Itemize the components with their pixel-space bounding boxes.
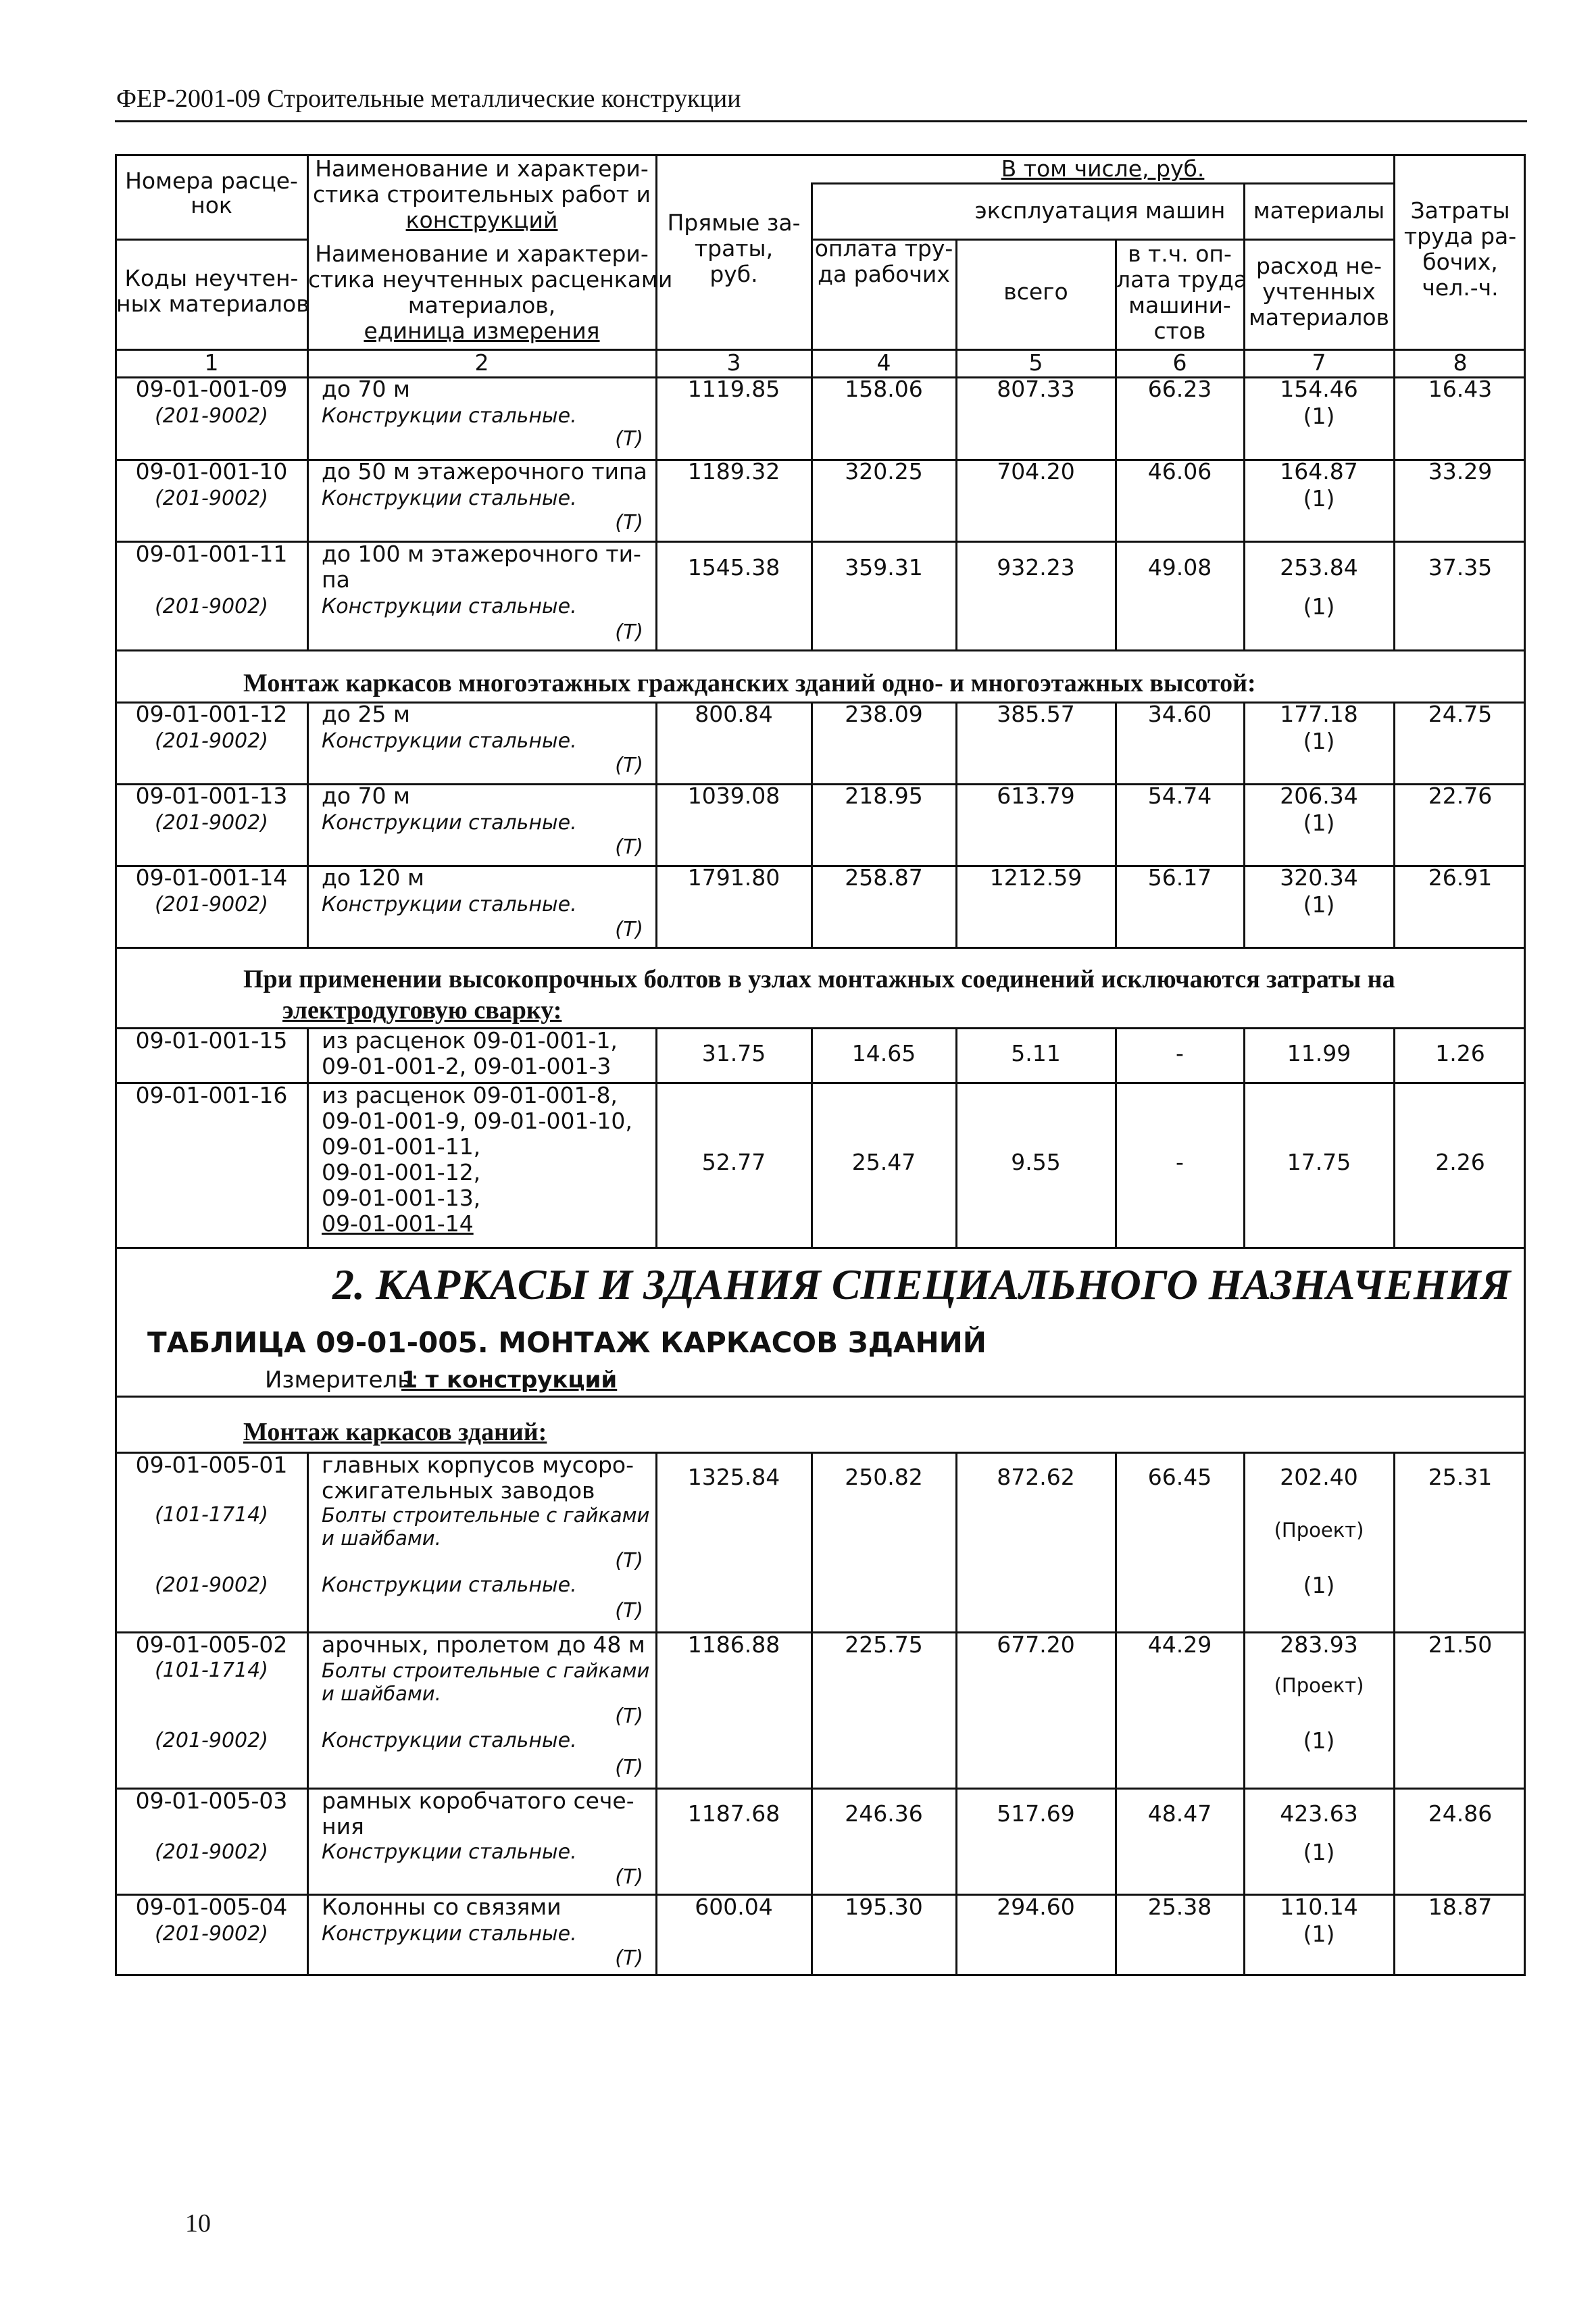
labor-hours: 18.87 [1428,1894,1493,1920]
column-number-2: 2 [474,349,489,376]
machinists-pay: - [1176,1040,1184,1066]
work-name: до 25 м [322,701,410,727]
materials-cost: 423.63 [1280,1800,1358,1827]
material-code: (101-1714) [155,1503,268,1527]
labor-pay: 320.25 [845,458,923,485]
direct-costs: 1039.08 [687,783,780,809]
material-consumption: (1) [1303,728,1335,754]
rate-code: 09-01-005-03 [135,1788,288,1814]
machines-total: 385.57 [997,701,1075,727]
material-name: Конструкции стальные. [322,893,577,916]
work-name-cont: 09-01-001-14 [322,1210,474,1237]
labor-hours: 2.26 [1435,1149,1485,1175]
material-consumption: (1) [1303,485,1335,512]
rate-code: 09-01-001-12 [135,701,288,727]
material-consumption: (1) [1303,593,1335,620]
material-unit: (Т) [615,620,643,644]
column-number-5: 5 [1028,349,1043,376]
direct-costs: 1791.80 [687,864,780,891]
column-number-6: 6 [1172,349,1187,376]
material-consumption: (1) [1303,1572,1335,1598]
machinists-pay: 66.45 [1147,1464,1212,1490]
machines-total: 5.11 [1011,1040,1061,1066]
header-col3-line2: траты, [694,235,774,262]
column-number-3: 3 [726,349,741,376]
machinists-pay: 48.47 [1147,1800,1212,1827]
work-name-cont: 09-01-001-13, [322,1185,481,1211]
labor-hours: 24.86 [1428,1800,1493,1827]
materials-cost: 202.40 [1280,1464,1358,1490]
header-rule [115,120,1527,122]
header-machines-label: эксплуатация машин [974,197,1226,224]
material-name: Конструкции стальные. [322,811,577,835]
header-col3-line3: руб. [709,261,758,287]
rate-code: 09-01-005-04 [135,1894,288,1920]
column-number-1: 1 [204,349,219,376]
direct-costs: 1189.32 [687,458,780,485]
materials-cost: 283.93 [1280,1631,1358,1658]
rate-code: 09-01-001-09 [135,376,288,402]
labor-pay: 359.31 [845,554,923,581]
work-name-cont: 09-01-001-11, [322,1133,481,1160]
material-name: Конструкции стальные. [322,404,577,428]
work-name-cont: па [322,566,350,593]
work-name: главных корпусов мусоро- [322,1452,634,1478]
section-note-line1: При применении высокопрочных болтов в узлах монтажных соединений исключаются затраты на [243,965,1395,993]
material-consumption: (1) [1303,1921,1335,1947]
material-code: (201-9002) [155,487,268,510]
material-name: Конструкции стальные. [322,487,577,510]
labor-hours: 37.35 [1428,554,1493,581]
material-code: (201-9002) [155,1922,268,1946]
machines-total: 932.23 [997,554,1075,581]
work-name: до 70 м [322,376,410,402]
header-col2-top-line3: конструкций [405,207,558,233]
rate-code: 09-01-005-01 [135,1452,288,1478]
machinists-pay: 34.60 [1147,701,1212,727]
header-col1-bottom-line1: Коды неучтен- [124,265,299,291]
rate-code: 09-01-005-02 [135,1631,288,1658]
direct-costs: 1119.85 [687,376,780,402]
machines-total: 872.62 [997,1464,1075,1490]
work-name: арочных, пролетом до 48 м [322,1631,645,1658]
materials-cost: 110.14 [1280,1894,1358,1920]
materials-cost: 164.87 [1280,458,1358,485]
machinists-pay: 56.17 [1147,864,1212,891]
material-consumption: (1) [1303,1839,1335,1865]
materials-cost: 177.18 [1280,701,1358,727]
materials-cost: 154.46 [1280,376,1358,402]
material-consumption: (1) [1303,810,1335,836]
work-name: из расценок 09-01-001-8, [322,1082,618,1108]
rate-code: 09-01-001-15 [135,1027,288,1054]
materials-cost: 17.75 [1287,1149,1351,1175]
machines-total: 294.60 [997,1894,1075,1920]
materials-cost: 206.34 [1280,783,1358,809]
material-name: Конструкции стальные. [322,595,577,618]
material-consumption: (1) [1303,1727,1335,1754]
work-name: из расценок 09-01-001-1, [322,1027,618,1054]
direct-costs: 1186.88 [687,1631,780,1658]
material-consumption: (Проект) [1274,1519,1364,1542]
header-col1-bottom-line2: ных материалов [116,291,309,317]
header-col6-line4: стов [1153,318,1206,344]
material-name: Конструкции стальные. [322,1840,577,1864]
header-col8-line4: чел.-ч. [1422,274,1499,301]
material-name: Конструкции стальные. [322,729,577,753]
rate-code: 09-01-001-16 [135,1082,288,1108]
running-title: ФЕР-2001-09 Строительные металлические конструкции [116,84,741,113]
header-col1-top-line2: нок [191,192,232,218]
machinists-pay: 54.74 [1147,783,1212,809]
header-col8-line2: труда ра- [1403,223,1517,249]
material-unit: (Т) [615,1946,643,1970]
work-name: до 100 м этажерочного ти- [322,541,641,567]
material-consumption: (1) [1303,891,1335,918]
material-unit: (Т) [615,754,643,777]
header-col1-top-line1: Номера расце- [125,168,298,194]
direct-costs: 52.77 [701,1149,766,1175]
material-code: (201-9002) [155,893,268,916]
labor-hours: 1.26 [1435,1040,1485,1066]
work-name-cont: 09-01-001-9, 09-01-001-10, [322,1108,632,1134]
section-heading: Монтаж каркасов многоэтажных гражданских зданий одно- и многоэтажных высотой: [243,669,1256,697]
material-code: (201-9002) [155,404,268,428]
material-code: (201-9002) [155,811,268,835]
material-name: Конструкции стальные. [322,1922,577,1946]
measure-label: Измеритель: [265,1367,419,1394]
material-unit: (Т) [615,1756,643,1779]
header-col8-line1: Затраты [1410,197,1510,224]
machines-total: 517.69 [997,1800,1075,1827]
column-number-4: 4 [876,349,891,376]
header-col2-bottom-line3: материалов, [407,292,556,318]
work-name: до 120 м [322,864,424,891]
material-code: (201-9002) [155,1729,268,1752]
header-col4-line2: да рабочих [818,261,950,287]
header-col7-line3: материалов [1249,304,1389,330]
rate-code: 09-01-001-13 [135,783,288,809]
material-unit: (Т) [615,511,643,535]
material-name: Болты строительные с гайками [322,1659,650,1682]
column-number-8: 8 [1453,349,1468,376]
labor-pay: 25.47 [851,1149,916,1175]
header-col8-line3: бочих, [1422,249,1498,275]
material-code: (201-9002) [155,1573,268,1597]
labor-pay: 246.36 [845,1800,923,1827]
material-unit: (Т) [615,1865,643,1889]
machines-total: 613.79 [997,783,1075,809]
labor-pay: 238.09 [845,701,923,727]
header-col3-line1: Прямые за- [667,210,801,236]
materials-cost: 320.34 [1280,864,1358,891]
column-number-7: 7 [1312,349,1326,376]
header-col4-line1: оплата тру- [814,235,953,262]
header-materials-label: материалы [1253,197,1385,224]
direct-costs: 1545.38 [687,554,780,581]
header-group-label: В том числе, руб. [1001,155,1205,182]
machines-total: 677.20 [997,1631,1075,1658]
page-number: 10 [185,2209,211,2238]
labor-hours: 22.76 [1428,783,1493,809]
material-code: (101-1714) [155,1658,268,1682]
labor-pay: 14.65 [851,1040,916,1066]
labor-hours: 21.50 [1428,1631,1493,1658]
direct-costs: 1187.68 [687,1800,780,1827]
labor-hours: 33.29 [1428,458,1493,485]
labor-pay: 258.87 [845,864,923,891]
labor-hours: 26.91 [1428,864,1493,891]
materials-cost: 11.99 [1287,1040,1351,1066]
machinists-pay: 44.29 [1147,1631,1212,1658]
direct-costs: 800.84 [695,701,773,727]
header-col6-line1: в т.ч. оп- [1128,241,1232,267]
material-consumption: (1) [1303,403,1335,429]
material-unit: (Т) [615,918,643,941]
rate-code: 09-01-001-14 [135,864,288,891]
direct-costs: 31.75 [701,1040,766,1066]
material-unit: (Т) [615,1704,643,1728]
rate-code: 09-01-001-11 [135,541,288,567]
labor-hours: 25.31 [1428,1464,1493,1490]
machinists-pay: 46.06 [1147,458,1212,485]
work-name-cont: 09-01-001-2, 09-01-001-3 [322,1053,612,1079]
header-col6-line3: машини- [1128,292,1231,318]
machines-total: 807.33 [997,376,1075,402]
header-col2-bottom-line2: стика неучтенных расценками [308,266,673,293]
work-name: рамных коробчатого сече- [322,1788,634,1814]
material-unit: (Т) [615,1549,643,1573]
direct-costs: 1325.84 [687,1464,780,1490]
material-consumption: (Проект) [1274,1674,1364,1697]
header-col7-line2: учтенных [1262,278,1376,305]
work-name: до 70 м [322,783,410,809]
work-name: до 50 м этажерочного типа [322,458,647,485]
machines-total: 1212.59 [989,864,1082,891]
material-unit: (Т) [615,1599,643,1623]
rate-code: 09-01-001-10 [135,458,288,485]
material-name-cont: и шайбами. [322,1682,441,1705]
header-col2-top-line2: стика строительных работ и [313,181,651,207]
material-unit: (Т) [615,427,643,451]
machines-total: 704.20 [997,458,1075,485]
materials-cost: 253.84 [1280,554,1358,581]
material-code: (201-9002) [155,595,268,618]
labor-pay: 158.06 [845,376,923,402]
machinists-pay: - [1176,1149,1184,1175]
machinists-pay: 25.38 [1147,1894,1212,1920]
section-note-line2: электродуговую сварку: [282,996,562,1025]
table-title: ТАБЛИЦА 09-01-005. МОНТАЖ КАРКАСОВ ЗДАНИЙ [147,1326,987,1359]
machinists-pay: 66.23 [1147,376,1212,402]
material-name: Конструкции стальные. [322,1729,577,1752]
labor-pay: 195.30 [845,1894,923,1920]
header-col6-line2: лата труда [1116,266,1247,293]
header-col5-label: всего [1003,278,1068,305]
header-col2-bottom-line1: Наименование и характери- [315,241,649,267]
header-col7-line1: расход не- [1255,253,1382,279]
direct-costs: 600.04 [695,1894,773,1920]
labor-pay: 225.75 [845,1631,923,1658]
work-name-cont: 09-01-001-12, [322,1159,481,1185]
chapter-title: 2. КАРКАСЫ И ЗДАНИЯ СПЕЦИАЛЬНОГО НАЗНАЧЕНИЯ [332,1260,1511,1308]
header-col2-top-line1: Наименование и характери- [315,155,649,182]
labor-pay: 250.82 [845,1464,923,1490]
material-name-cont: и шайбами. [322,1527,441,1550]
machines-total: 9.55 [1011,1149,1061,1175]
material-name: Болты строительные с гайками [322,1504,650,1527]
work-name-cont: ния [322,1813,364,1840]
material-code: (201-9002) [155,1840,268,1864]
material-unit: (Т) [615,835,643,859]
material-code: (201-9002) [155,729,268,753]
measure-value: 1 т конструкций [401,1367,618,1394]
work-name-cont: сжигательных заводов [322,1477,595,1504]
work-name: Колонны со связями [322,1894,562,1920]
labor-hours: 16.43 [1428,376,1493,402]
labor-hours: 24.75 [1428,701,1493,727]
labor-pay: 218.95 [845,783,923,809]
header-col2-bottom-line4: единица измерения [364,318,600,344]
section-heading: Монтаж каркасов зданий: [243,1418,547,1446]
material-name: Конструкции стальные. [322,1573,577,1597]
machinists-pay: 49.08 [1147,554,1212,581]
